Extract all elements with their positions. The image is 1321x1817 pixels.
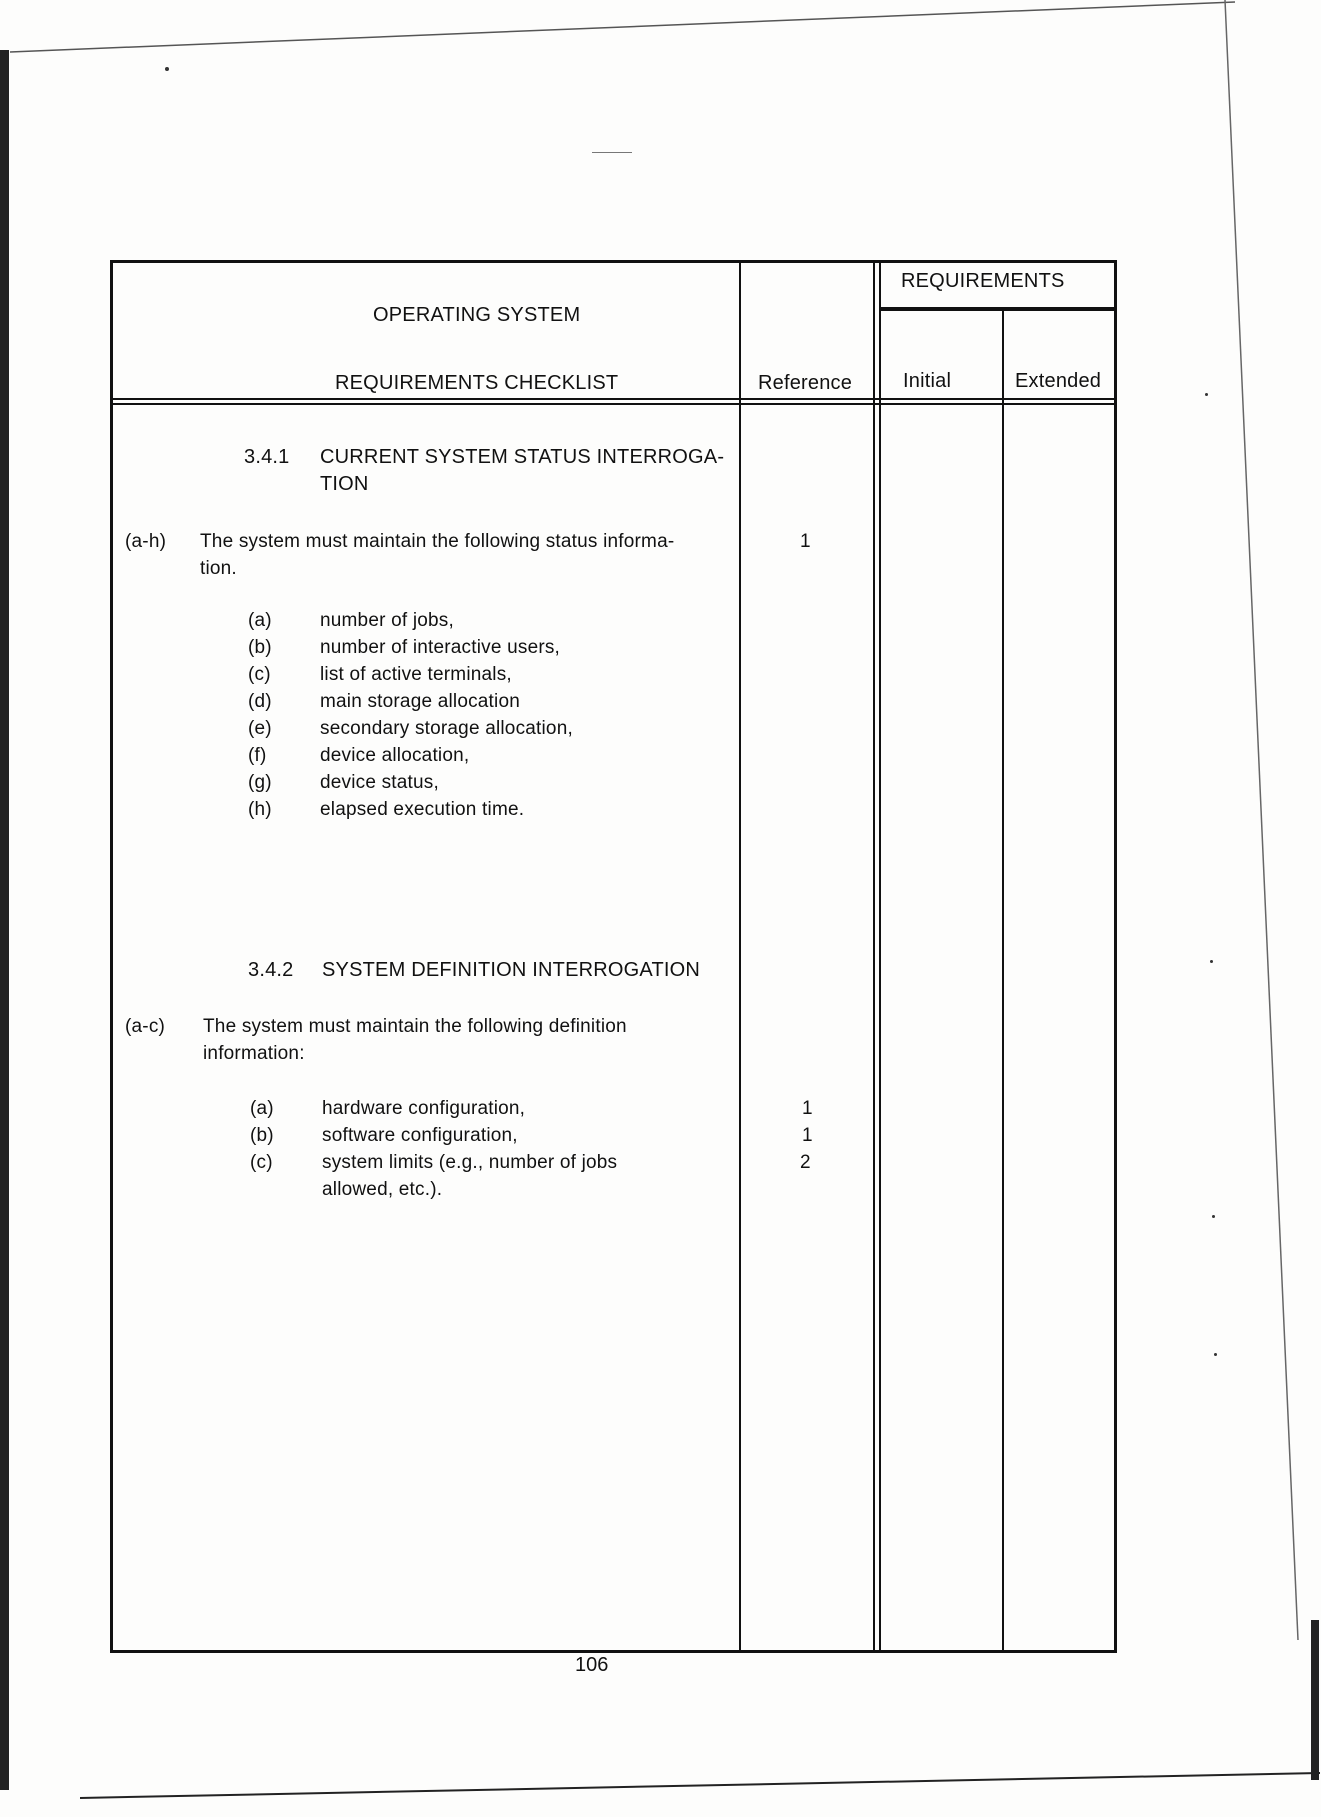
table-border-bottom (110, 1650, 1117, 1653)
section-heading-cont: TION (320, 473, 369, 495)
section-number: 3.4.1 (244, 446, 290, 468)
list-item-label: (b) (250, 1125, 274, 1146)
scan-edge-top (10, 0, 1310, 60)
reference-value: 1 (802, 1125, 813, 1146)
header-rule-2 (110, 403, 1116, 405)
speck-dash (592, 152, 632, 153)
speck (1212, 1215, 1215, 1218)
item-range: (a-h) (125, 531, 167, 552)
list-item-text: device allocation, (320, 745, 470, 766)
title-line-2: REQUIREMENTS CHECKLIST (335, 372, 619, 394)
list-item-text: elapsed execution time. (320, 799, 525, 820)
scan-edge-bottom (80, 1765, 1320, 1805)
list-item-text: main storage allocation (320, 691, 520, 712)
scan-edge-right-line (1220, 0, 1320, 1650)
speck (1214, 1353, 1217, 1356)
reference-value: 1 (800, 531, 811, 552)
initial-extended-rule (1002, 308, 1004, 1651)
header-rule-1 (110, 398, 1116, 400)
list-item-text-cont: allowed, etc.). (322, 1179, 443, 1200)
requirements-underline (880, 307, 1116, 311)
table-border-left (110, 260, 113, 1653)
page-number: 106 (575, 1654, 609, 1676)
intro-text-cont: information: (203, 1043, 305, 1064)
list-item-label: (b) (248, 637, 272, 658)
reference-value: 2 (800, 1152, 811, 1173)
list-item-text: hardware configuration, (322, 1098, 526, 1119)
intro-text-cont: tion. (200, 558, 237, 579)
initial-header: Initial (903, 370, 952, 392)
title-line-1: OPERATING SYSTEM (373, 304, 581, 326)
section-heading: SYSTEM DEFINITION INTERROGATION (322, 959, 701, 981)
scan-edge-left (0, 50, 9, 1790)
list-item-label: (e) (248, 718, 272, 739)
list-item-label: (c) (248, 664, 271, 685)
reference-header: Reference (758, 372, 853, 394)
list-item-text: software configuration, (322, 1125, 518, 1146)
list-item-text: number of jobs, (320, 610, 454, 631)
reference-value: 1 (802, 1098, 813, 1119)
list-item-text: device status, (320, 772, 439, 793)
section-heading: CURRENT SYSTEM STATUS INTERROGA- (320, 446, 725, 468)
requirements-col-rule-2 (879, 262, 881, 1651)
list-item-label: (a) (250, 1098, 274, 1119)
list-item-text: secondary storage allocation, (320, 718, 573, 739)
reference-col-rule (739, 262, 741, 1651)
table-border-right (1114, 260, 1117, 1653)
speck (165, 67, 169, 71)
list-item-label: (d) (248, 691, 272, 712)
list-item-label: (g) (248, 772, 272, 793)
list-item-label: (f) (248, 745, 267, 766)
table-border-top (110, 260, 1116, 263)
intro-text: The system must maintain the following definition (203, 1016, 627, 1037)
extended-header: Extended (1015, 370, 1102, 392)
requirements-header: REQUIREMENTS (901, 270, 1065, 292)
section-number: 3.4.2 (248, 959, 294, 981)
list-item-text: system limits (e.g., number of jobs (322, 1152, 618, 1173)
list-item-label: (h) (248, 799, 272, 820)
list-item-label: (c) (250, 1152, 273, 1173)
list-item-text: number of interactive users, (320, 637, 561, 658)
requirements-col-rule-1 (873, 262, 875, 1651)
speck (1205, 393, 1208, 396)
list-item-text: list of active terminals, (320, 664, 512, 685)
item-range: (a-c) (125, 1016, 166, 1037)
intro-text: The system must maintain the following status informa- (200, 531, 675, 552)
speck (1210, 960, 1213, 963)
list-item-label: (a) (248, 610, 272, 631)
